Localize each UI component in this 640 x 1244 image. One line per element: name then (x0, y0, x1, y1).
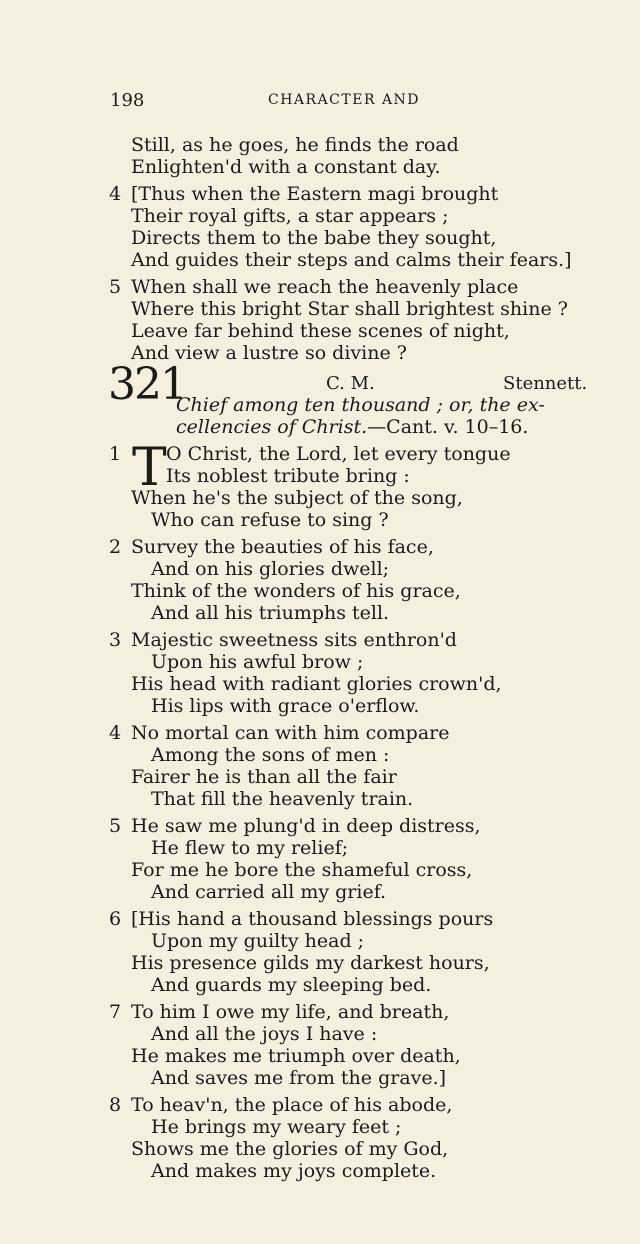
verse-line: His lips with grace o'erflow. (151, 695, 420, 717)
verse-line: And view a lustre so divine ? (131, 342, 407, 364)
verse-line: No mortal can with him compare (131, 722, 450, 744)
running-head: CHARACTER AND (268, 92, 421, 108)
verse-number: 5 (109, 815, 122, 837)
hymn-meter: C. M. (326, 373, 375, 394)
verse-line: And all the joys I have : (151, 1023, 378, 1045)
verse-number: 3 (109, 629, 122, 651)
verse-line: Shows me the glories of my God, (131, 1138, 449, 1160)
page-number: 198 (110, 90, 145, 111)
verse-line: Think of the wonders of his grace, (131, 580, 461, 602)
verse-line: He flew to my relief; (151, 837, 349, 859)
verse-line: Where this bright Star shall brightest shine ? (131, 298, 568, 320)
verse-number: 7 (109, 1001, 122, 1023)
verse-line: For me he bore the shameful cross, (131, 859, 473, 881)
verse-line: [Thus when the Eastern magi brought (131, 183, 499, 205)
verse-line: Its noblest tribute bring : (166, 465, 410, 487)
verse-line: To heav'n, the place of his abode, (131, 1094, 453, 1116)
verse-line: Enlighten'd with a constant day. (131, 156, 441, 178)
verse-line: His presence gilds my darkest hours, (131, 952, 490, 974)
verse-line: When shall we reach the heavenly place (131, 276, 519, 298)
verse-line: And on his glories dwell; (151, 558, 390, 580)
verse-line: Upon his awful brow ; (151, 651, 364, 673)
verse-line: And carried all my grief. (151, 881, 387, 903)
verse-line: To him I owe my life, and breath, (131, 1001, 450, 1023)
verse-number: 4 (109, 722, 122, 744)
verse-number: 5 (109, 276, 122, 298)
hymn-subtitle (176, 416, 528, 438)
hymn-author: Stennett. (503, 373, 588, 394)
verse-line: And guides their steps and calms their fears.] (131, 249, 572, 271)
verse-line: Among the sons of men : (151, 744, 390, 766)
verse-line: Who can refuse to sing ? (151, 509, 389, 531)
scripture-reference: —Cant. v. 10–16. (367, 416, 529, 438)
verse-line: Leave far behind these scenes of night, (131, 320, 510, 342)
hymn-subtitle-text: Chief among ten thousand ; or, the ex- (176, 394, 545, 416)
drop-cap: T (132, 438, 167, 498)
verse-line: Fairer he is than all the fair (131, 766, 397, 788)
verse-line: Majestic sweetness sits enthron'd (131, 629, 457, 651)
verse-line: He makes me triumph over death, (131, 1045, 461, 1067)
verse-line: When he's the subject of the song, (131, 487, 463, 509)
verse-line: Upon my guilty head ; (151, 930, 365, 952)
verse-number: 6 (109, 908, 122, 930)
verse-line: Directs them to the babe they sought, (131, 227, 497, 249)
verse-line: Survey the beauties of his face, (131, 536, 434, 558)
page-header (110, 90, 610, 116)
verse-line: His head with radiant glories crown'd, (131, 673, 502, 695)
verse-line: And all his triumphs tell. (151, 602, 390, 624)
verse-line: Their royal gifts, a star appears ; (131, 205, 449, 227)
verse-number: 2 (109, 536, 122, 558)
verse-line: O Christ, the Lord, let every tongue (166, 443, 511, 465)
verse-line: And guards my sleeping bed. (151, 974, 432, 996)
hymn-number: 321 (108, 359, 186, 410)
verse-number: 8 (109, 1094, 122, 1116)
verse-line: He brings my weary feet ; (151, 1116, 402, 1138)
verse-line: And saves me from the grave.] (151, 1067, 447, 1089)
hymn-subtitle (176, 394, 545, 416)
verse-number: 4 (109, 183, 122, 205)
verse-line: Still, as he goes, he finds the road (131, 134, 459, 156)
verse-line: He saw me plung'd in deep distress, (131, 815, 481, 837)
verse-line: [His hand a thousand blessings pours (131, 908, 494, 930)
hymn-subtitle-text: cellencies of Christ. (176, 416, 368, 438)
verse-line: That fill the heavenly train. (151, 788, 414, 810)
verse-number: 1 (109, 443, 122, 465)
verse-line: And makes my joys complete. (151, 1160, 437, 1182)
